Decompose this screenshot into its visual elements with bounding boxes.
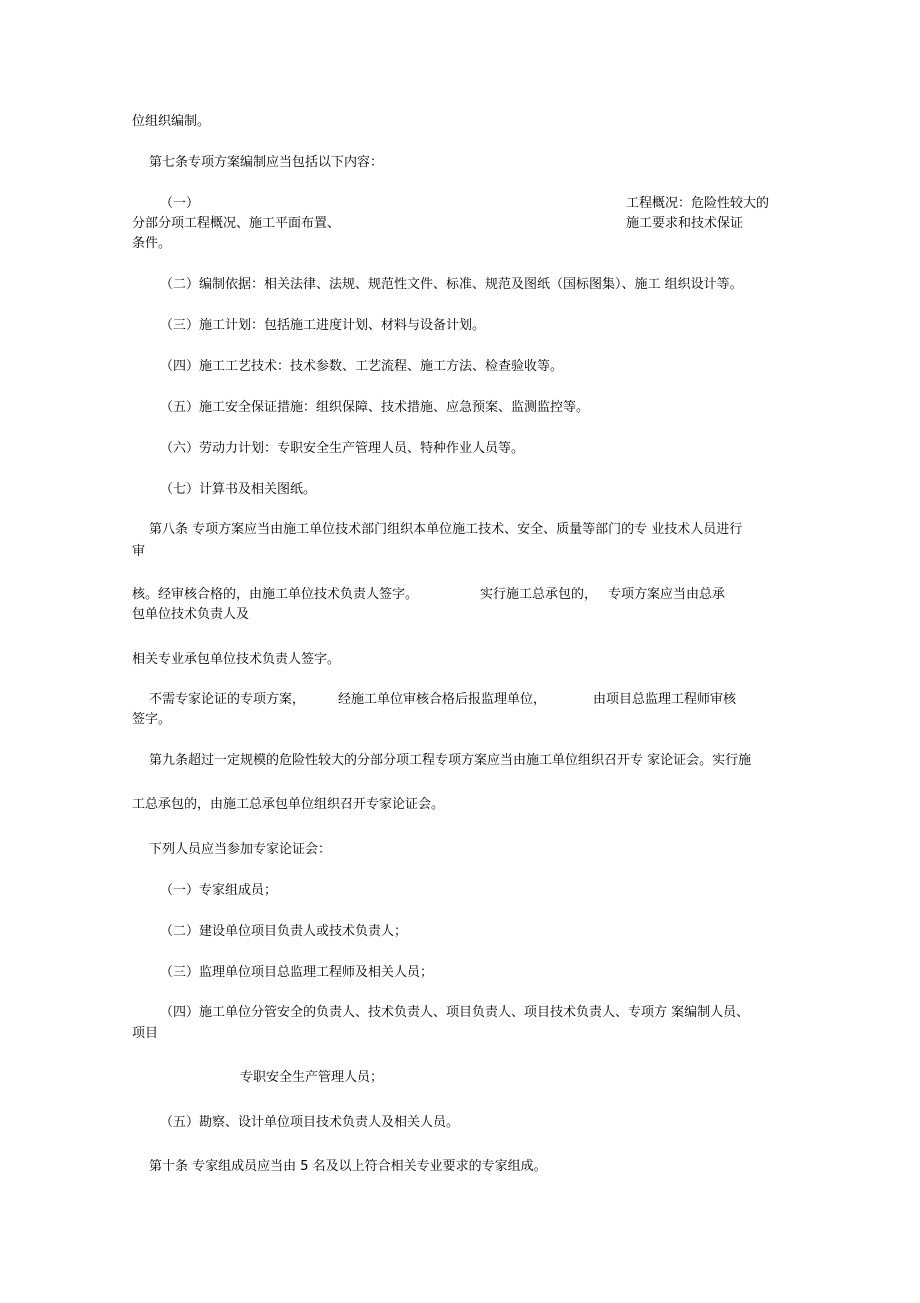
text-line: 工总承包的，由施工总承包单位组织召开专家论证会。 (132, 797, 445, 812)
text-line: （六）劳动力计划：专职安全生产管理人员、特种作业人员等。 (160, 441, 525, 456)
text-line: （四）施工单位分管安全的负责人、技术负责人、项目负责人、项目技术负责人、专项方 案编制人员、 (160, 1005, 750, 1020)
text-line: （一） (160, 196, 200, 211)
text-line: （二）编制依据：相关法律、法规、规范性文件、标准、规范及图纸（国标图集）、施工 组织设计等。 (160, 277, 743, 292)
text-line: 实行施工总承包的， (480, 587, 598, 602)
text-line: 项目 (132, 1026, 159, 1041)
text-line: 下列人员应当参加专家论证会： (149, 842, 332, 857)
text-line: （三）施工计划：包括施工进度计划、材料与设备计划。 (160, 318, 486, 333)
text-line: 第十条 专家组成员应当由 5 名及以上符合相关专业要求的专家组成。 (149, 1159, 547, 1174)
text-line: 工程概况：危险性较大的 (626, 196, 770, 211)
text-line: （一）专家组成员； (160, 883, 278, 898)
text-line: 由项目总监理工程师审核 (593, 692, 737, 707)
text-line: 第九条超过一定规模的危险性较大的分部分项工程专项方案应当由施工单位组织召开专 家论证会。实行施 (149, 753, 752, 768)
text-line: （三）监理单位项目总监理工程师及相关人员； (160, 965, 434, 980)
text-line: 条件。 (132, 236, 172, 251)
text-line: 签字。 (132, 712, 172, 727)
text-line: （五）勘察、设计单位项目技术负责人及相关人员。 (160, 1115, 460, 1130)
text-line: 包单位技术负责人及 (132, 607, 250, 622)
text-line: 核。经审核合格的，由施工单位技术负责人签字。 (132, 587, 419, 602)
text-line: 位组织编制。 (132, 114, 211, 129)
text-line: 第七条专项方案编制应当包括以下内容： (149, 155, 384, 170)
text-line: 不需专家论证的专项方案， (149, 692, 306, 707)
text-line: （五）施工安全保证措施：组织保障、技术措施、应急预案、监测监控等。 (160, 400, 590, 415)
text-line: （二）建设单位项目负责人或技术负责人； (160, 924, 408, 939)
text-line: 审 (132, 544, 146, 559)
text-line: 第八条 专项方案应当由施工单位技术部门组织本单位施工技术、安全、质量等部门的专 业技术人员进行 (149, 522, 743, 537)
text-line: 分部分项工程概况、施工平面布置、 (132, 216, 341, 231)
text-line: 施工要求和技术保证 (626, 216, 744, 231)
text-line: 专职安全生产管理人员； (240, 1070, 384, 1085)
text-line: （四）施工工艺技术：技术参数、工艺流程、施工方法、检查验收等。 (160, 359, 564, 374)
text-line: 经施工单位审核合格后报监理单位， (338, 692, 547, 707)
text-line: 专项方案应当由总承 (608, 587, 726, 602)
text-line: 相关专业承包单位技术负责人签字。 (132, 652, 341, 667)
text-line: （七）计算书及相关图纸。 (160, 482, 317, 497)
